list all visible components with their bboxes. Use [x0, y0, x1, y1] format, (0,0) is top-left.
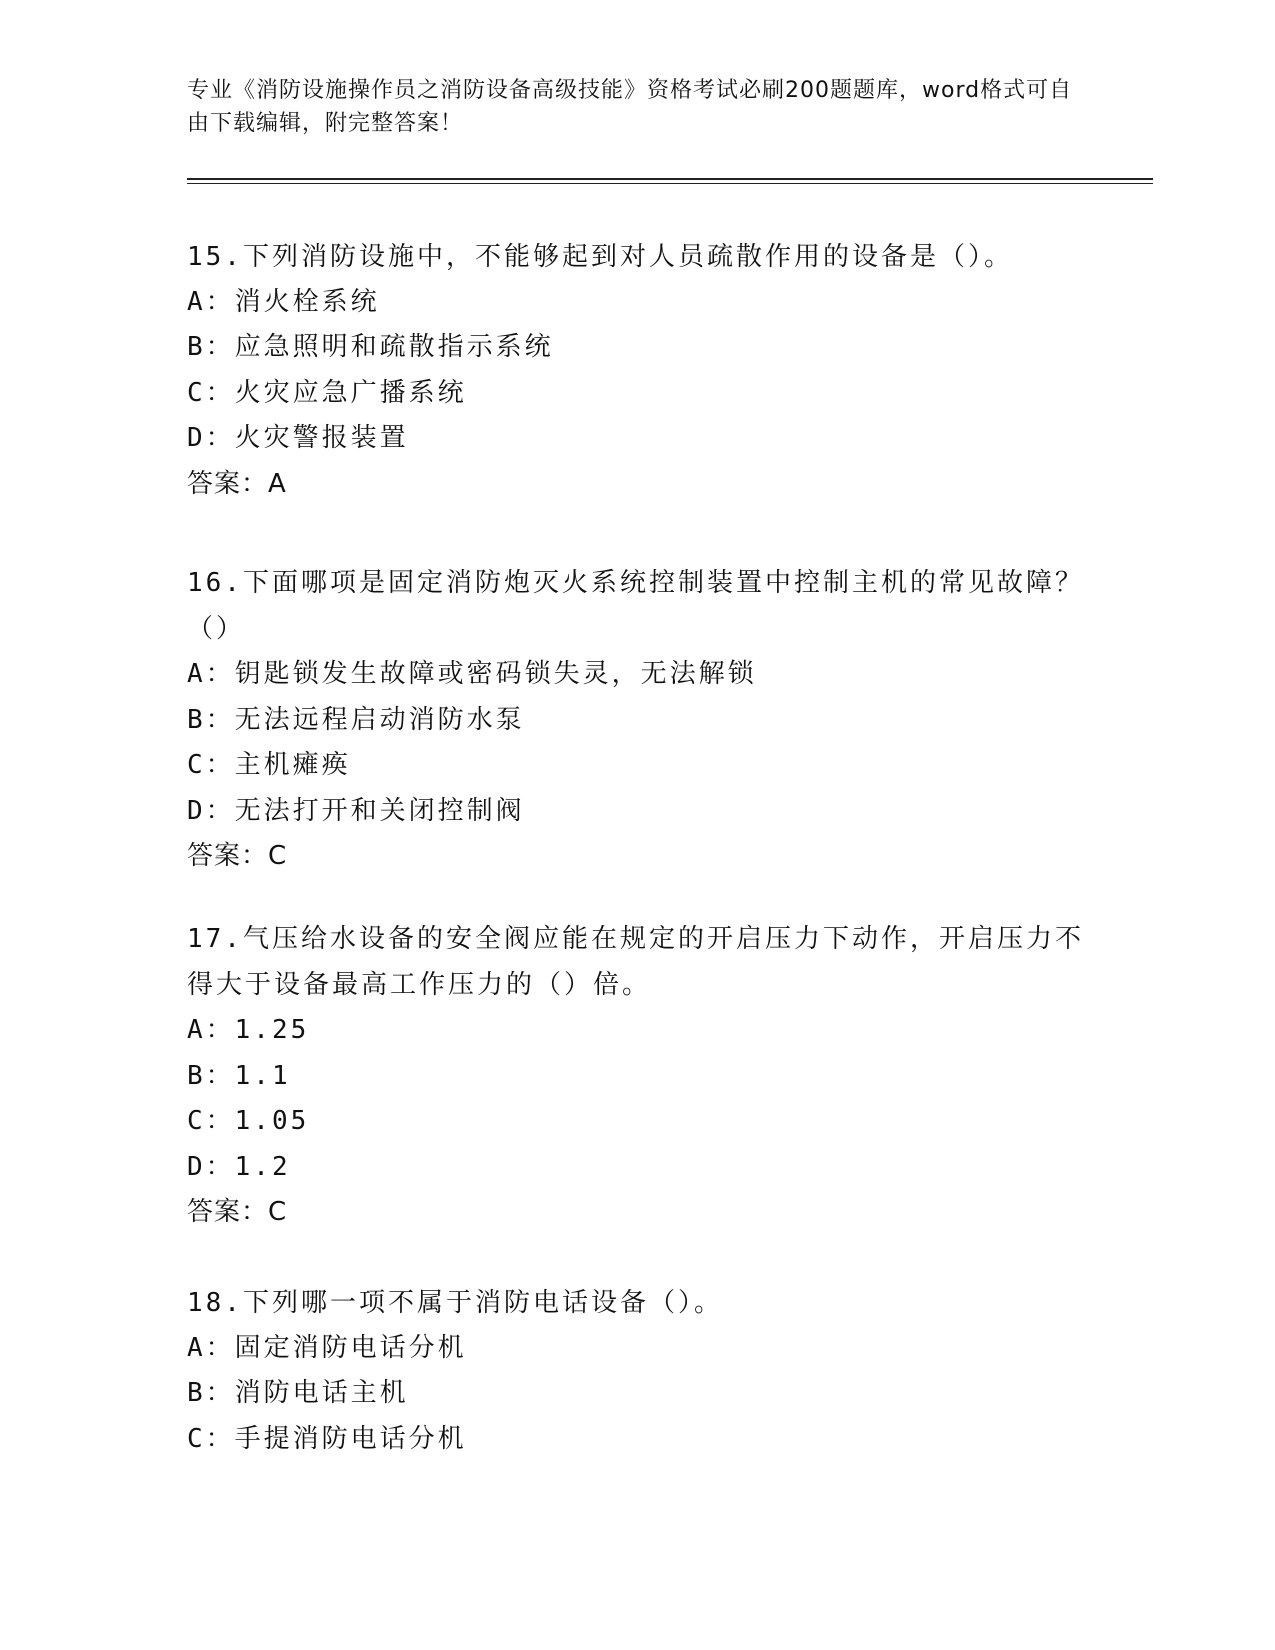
- option-b: B：应急照明和疏散指示系统: [187, 332, 554, 362]
- option-d: D：无法打开和关闭控制阀: [187, 795, 525, 826]
- option-b: B：1.1: [187, 1060, 291, 1091]
- answer-label: 答案：C: [187, 841, 288, 871]
- option-c: C：1.05: [187, 1106, 310, 1136]
- header-divider: [187, 178, 1153, 180]
- option-a: A：钥匙锁发生故障或密码锁失灵，无法解锁: [187, 659, 757, 689]
- option-b: B：消防电话主机: [187, 1378, 409, 1408]
- option-a: A：固定消防电话分机: [187, 1332, 467, 1363]
- question-18: [187, 1280, 1087, 1462]
- option-d: D：火灾警报装置: [187, 423, 409, 453]
- answer-label: 答案：C: [187, 1197, 288, 1227]
- question-17: [187, 916, 1087, 1236]
- question-stem: 17.气压给水设备的安全阀应能在规定的开启压力下动作，开启压力不得大于设备最高工作压力的（）倍。: [187, 924, 1084, 1000]
- option-a: A：1.25: [187, 1015, 310, 1045]
- question-stem: 15.下列消防设施中，不能够起到对人员疏散作用的设备是（）。: [187, 242, 1013, 272]
- document-header: 专业《消防设施操作员之消防设备高级技能》资格考试必刷200题题库，word格式可自由下载编辑，附完整答案！: [187, 78, 1073, 136]
- option-c: C：主机瘫痪: [187, 750, 351, 780]
- option-c: C：手提消防电话分机: [187, 1423, 467, 1454]
- option-d: D：1.2: [187, 1151, 291, 1182]
- question-15: [187, 234, 1087, 507]
- option-a: A：消火栓系统: [187, 286, 380, 317]
- question-stem: 16.下面哪项是固定消防炮灭火系统控制装置中控制主机的常见故障？（）: [187, 568, 1084, 644]
- option-c: C：火灾应急广播系统: [187, 377, 467, 408]
- question-16: [187, 560, 1087, 880]
- answer-label: 答案：A: [187, 468, 287, 499]
- option-b: B：无法远程启动消防水泵: [187, 704, 525, 735]
- header-divider-thin: [187, 183, 1153, 184]
- question-stem: 18.下列哪一项不属于消防电话设备（）。: [187, 1288, 723, 1318]
